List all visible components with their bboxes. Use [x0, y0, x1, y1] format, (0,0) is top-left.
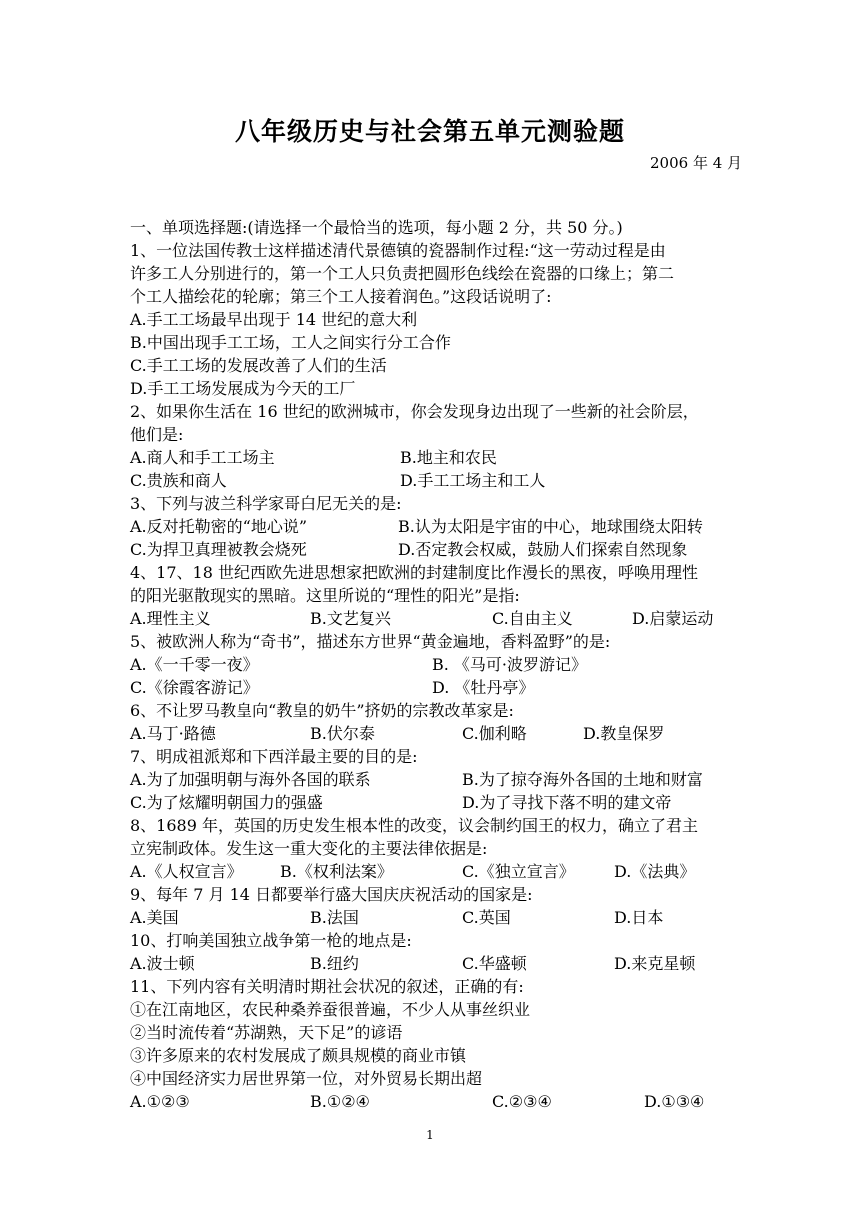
- question-stem: 2、如果你生活在 16 世纪的欧洲城市，你会发现身边出现了一些新的社会阶层，: [130, 402, 699, 421]
- question-stem: 3、下列与波兰科学家哥白尼无关的是:: [130, 494, 402, 513]
- section-header: 一、单项选择题:(请选择一个最恰当的选项，每小题 2 分，共 50 分。): [130, 218, 623, 237]
- option: B. 《马可·波罗游记》: [432, 655, 588, 674]
- option: C.英国: [462, 908, 511, 927]
- question-stem: 他们是:: [130, 425, 184, 444]
- option: D.手工工场主和工人: [400, 471, 546, 490]
- option: B.纽约: [310, 954, 359, 973]
- option: D.《法典》: [614, 862, 696, 881]
- option: B.《权利法案》: [280, 862, 393, 881]
- option: C.为了炫耀明朝国力的强盛: [130, 793, 323, 812]
- option: C.伽利略: [462, 724, 527, 743]
- question-stem: 个工人描绘花的轮廓；第三个工人接着润色。”这段话说明了:: [130, 287, 552, 306]
- option: D.启蒙运动: [632, 609, 714, 628]
- option: C.贵族和商人: [130, 471, 227, 490]
- option: D.教皇保罗: [583, 724, 665, 743]
- option: B.文艺复兴: [310, 609, 391, 628]
- option: A.美国: [130, 908, 179, 927]
- question-stem: 8、1689 年，英国的历史发生根本性的改变，议会制约国王的权力，确立了君主: [130, 816, 698, 835]
- question-list: [130, 216, 740, 1113]
- option: A.波士顿: [130, 954, 195, 973]
- page-title: 八年级历史与社会第五单元测验题: [234, 117, 625, 146]
- option: D.否定教会权威，鼓励人们探索自然现象: [398, 540, 688, 559]
- option: C.华盛顿: [462, 954, 527, 973]
- option: A.马丁·路德: [130, 724, 216, 743]
- option: D.来克星顿: [614, 954, 696, 973]
- option: B.中国出现手工工场，工人之间实行分工合作: [130, 333, 451, 352]
- option: D.日本: [614, 908, 664, 927]
- option: C.《徐霞客游记》: [130, 678, 259, 697]
- question-stem: 6、不让罗马教皇向“教皇的奶牛”挤奶的宗教改革家是:: [130, 701, 514, 720]
- option: B.地主和农民: [400, 448, 497, 467]
- option: C.为捍卫真理被教会烧死: [130, 540, 307, 559]
- statement-item: ①在江南地区，农民种桑养蚕很普遍，不少人从事丝织业: [130, 1000, 531, 1019]
- option: A.理性主义: [130, 609, 211, 628]
- option: A.商人和手工工场主: [130, 448, 275, 467]
- option: B.认为太阳是宇宙的中心，地球围绕太阳转: [398, 517, 703, 536]
- option: A.为了加强明朝与海外各国的联系: [130, 770, 371, 789]
- option: B.①②④: [310, 1092, 370, 1111]
- statement-item: ④中国经济实力居世界第一位，对外贸易长期出超: [130, 1069, 483, 1088]
- question-stem: 9、每年 7 月 14 日都要举行盛大国庆庆祝活动的国家是:: [130, 885, 533, 904]
- option: C.自由主义: [492, 609, 573, 628]
- option: A.①②③: [130, 1092, 190, 1111]
- question-stem: 许多工人分别进行的，第一个工人只负责把圆形色线绘在瓷器的口缘上；第二: [130, 264, 675, 283]
- option: D.①③④: [644, 1092, 705, 1111]
- question-stem: 1、一位法国传教士这样描述清代景德镇的瓷器制作过程:“这一劳动过程是由: [130, 241, 666, 260]
- option: C.②③④: [492, 1092, 552, 1111]
- question-stem: 7、明成祖派郑和下西洋最主要的目的是:: [130, 747, 418, 766]
- option: B.伏尔泰: [310, 724, 375, 743]
- option: A.手工工场最早出现于 14 世纪的意大利: [130, 310, 418, 329]
- statement-item: ③许多原来的农村发展成了颇具规模的商业市镇: [130, 1046, 467, 1065]
- option: D.为了寻找下落不明的建文帝: [462, 793, 672, 812]
- option: C.《独立宣言》: [462, 862, 575, 881]
- page-number: 1: [426, 1128, 434, 1142]
- option: B.法国: [310, 908, 359, 927]
- option: C.手工工场的发展改善了人们的生活: [130, 356, 387, 375]
- question-stem: 立宪制政体。发生这一重大变化的主要法律依据是:: [130, 839, 488, 858]
- statement-item: ②当时流传着“苏湖熟，天下足”的谚语: [130, 1023, 403, 1042]
- question-stem: 11、下列内容有关明清时期社会状况的叙述，正确的有:: [130, 977, 524, 996]
- question-stem: 10、打响美国独立战争第一枪的地点是:: [130, 931, 412, 950]
- question-stem: 4、17、18 世纪西欧先进思想家把欧洲的封建制度比作漫长的黑夜，呼唤用理性: [130, 563, 698, 582]
- option: B.为了掠夺海外各国的土地和财富: [462, 770, 703, 789]
- date: 2006 年 4 月: [650, 154, 743, 172]
- question-stem: 5、被欧洲人称为“奇书”，描述东方世界“黄金遍地，香料盈野”的是:: [130, 632, 611, 651]
- question-stem: 的阳光驱散现实的黑暗。这里所说的“理性的阳光”是指:: [130, 586, 520, 605]
- option: D.手工工场发展成为今天的工厂: [130, 379, 356, 398]
- option: A.《人权宣言》: [130, 862, 243, 881]
- option: A.《一千零一夜》: [130, 655, 259, 674]
- option: D. 《牡丹亭》: [432, 678, 535, 697]
- option: A.反对托勒密的“地心说”: [130, 517, 308, 536]
